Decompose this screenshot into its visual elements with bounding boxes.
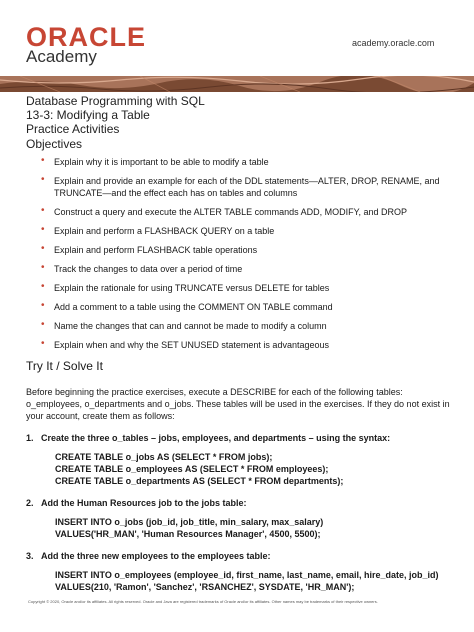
code-block	[55, 451, 454, 487]
step-text: Add the Human Resources job to the jobs table:	[41, 498, 247, 508]
bullet-icon: •	[41, 338, 45, 349]
header-url: academy.oracle.com	[352, 38, 435, 48]
list-item: • Explain why it is important to be able to modify a table	[41, 155, 269, 167]
code-line: CREATE TABLE o_jobs AS (SELECT * FROM jobs);	[55, 452, 273, 462]
bullet-icon: •	[41, 262, 45, 273]
bullet-icon: •	[41, 205, 45, 216]
list-item: • Explain when and why the SET UNUSED statement is advantageous	[41, 338, 329, 350]
step-number: 2.	[26, 498, 34, 508]
doc-title-line-1: Database Programming with SQL	[26, 94, 205, 108]
list-item: • Explain and provide an example for each of the DDL statements—ALTER, DROP, RENAME, and TRUNCATE—and the effect each has on tables and columns	[41, 174, 440, 198]
code-line: CREATE TABLE o_employees AS (SELECT * FROM employees);	[55, 464, 329, 474]
list-item: • Explain and perform FLASHBACK table operations	[41, 243, 258, 255]
step-heading	[26, 550, 454, 562]
decorative-banner	[0, 76, 474, 92]
bullet-icon: •	[41, 243, 45, 254]
list-item: • Construct a query and execute the ALTER TABLE commands ADD, MODIFY, and DROP	[41, 205, 407, 217]
objectives-heading: Objectives	[26, 137, 83, 151]
code-line: INSERT INTO o_jobs (job_id, job_title, min_salary, max_salary)	[55, 517, 324, 527]
banner-pattern-icon	[0, 76, 474, 92]
list-item: • Name the changes that can and cannot be made to modify a column	[41, 319, 327, 331]
code-line: CREATE TABLE o_departments AS (SELECT * FROM departments);	[55, 476, 344, 486]
step-heading	[26, 497, 454, 509]
code-block	[55, 569, 454, 593]
intro-paragraph: Before beginning the practice exercises, execute a DESCRIBE for each of the following tables: o_employees, o_departments and o_jobs. These tables will be used in the exercises. If they do not exist in your account, create them as follows:	[26, 387, 450, 421]
step-text: Add the three new employees to the employees table:	[41, 551, 271, 561]
bullet-icon: •	[41, 224, 45, 235]
objectives-list	[26, 156, 454, 351]
bullet-icon: •	[41, 281, 45, 292]
tryit-heading: Try It / Solve It	[26, 359, 103, 373]
bullet-icon: •	[41, 300, 45, 311]
step-text: Create the three o_tables – jobs, employees, and departments – using the syntax:	[41, 433, 391, 443]
step-heading	[26, 432, 454, 444]
step-number: 1.	[26, 433, 34, 443]
copyright-footer: Copyright © 2020, Oracle and/or its affiliates. All rights reserved. Oracle and Java are registered trademarks of Oracle and/or its affiliates. Other names may be trademarks of their respective owners.	[28, 599, 378, 604]
document-body	[26, 94, 454, 593]
page-header	[0, 0, 474, 92]
list-item: • Explain the rationale for using TRUNCATE versus DELETE for tables	[41, 281, 330, 293]
code-line: VALUES('HR_MAN', 'Human Resources Manager', 4500, 5500);	[55, 529, 321, 539]
list-item: • Explain and perform a FLASHBACK QUERY on a table	[41, 224, 275, 236]
academy-label: Academy	[26, 47, 97, 66]
doc-title-line-2: 13-3: Modifying a Table	[26, 108, 150, 122]
oracle-logo: ORACLE	[26, 22, 146, 52]
bullet-icon: •	[41, 174, 45, 185]
list-item: • Add a comment to a table using the COMMENT ON TABLE command	[41, 300, 333, 312]
code-line: INSERT INTO o_employees (employee_id, first_name, last_name, email, hire_date, job_id)	[55, 570, 439, 580]
doc-title-line-3: Practice Activities	[26, 122, 120, 136]
steps-list	[26, 432, 454, 593]
code-block	[55, 516, 454, 540]
bullet-icon: •	[41, 155, 45, 166]
code-line: VALUES(210, 'Ramon', 'Sanchez', 'RSANCHEZ', SYSDATE, 'HR_MAN');	[55, 582, 355, 592]
step-number: 3.	[26, 551, 34, 561]
list-item: • Track the changes to data over a period of time	[41, 262, 243, 274]
bullet-icon: •	[41, 319, 45, 330]
